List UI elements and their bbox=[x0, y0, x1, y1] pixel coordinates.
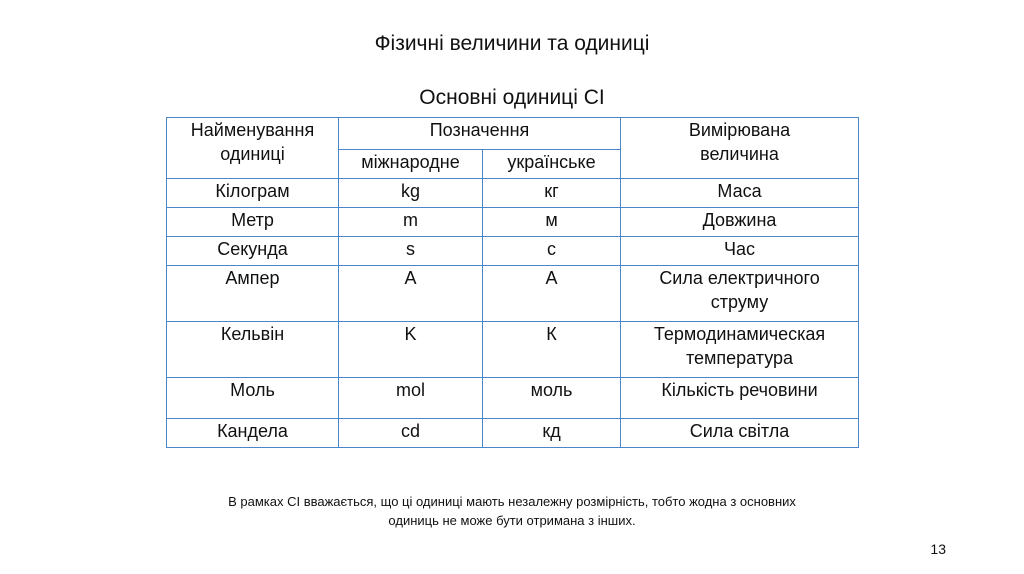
page-number: 13 bbox=[930, 541, 946, 557]
table-row bbox=[167, 378, 859, 419]
table-header-row bbox=[167, 118, 859, 150]
table-title: Основні одиниці СІ bbox=[419, 86, 605, 109]
quantity-cell bbox=[621, 322, 859, 378]
quantity-line1: Сила електричного bbox=[659, 268, 820, 288]
table-row bbox=[167, 266, 859, 322]
intl-symbol-cell: cd bbox=[339, 419, 483, 448]
quantity-line2: струму bbox=[710, 292, 769, 312]
footnote bbox=[150, 492, 874, 530]
table-row bbox=[167, 419, 859, 448]
intl-symbol-cell: A bbox=[339, 266, 483, 322]
quantity-cell bbox=[621, 378, 859, 419]
footnote-line1: В рамках СІ вважається, що ці одиниці мають незалежну розмірність, тобто жодна з основних bbox=[228, 494, 796, 509]
header-international: міжнародне bbox=[339, 150, 483, 179]
quantity-line1: Сила світла bbox=[689, 421, 790, 441]
ukr-symbol-cell: кд bbox=[483, 419, 621, 448]
header-designation: Позначення bbox=[339, 118, 621, 150]
header-measured-line2: величина bbox=[700, 144, 779, 164]
quantity-cell bbox=[621, 208, 859, 237]
ukr-symbol-cell: моль bbox=[483, 378, 621, 419]
intl-symbol-cell: m bbox=[339, 208, 483, 237]
ukr-symbol-cell: К bbox=[483, 322, 621, 378]
header-unit-name bbox=[167, 118, 339, 179]
slide-title: Фізичні величини та одиниці bbox=[374, 32, 650, 55]
ukr-symbol-cell: кг bbox=[483, 179, 621, 208]
si-units-table bbox=[166, 117, 859, 448]
header-unit-name-line2: одиниці bbox=[220, 144, 285, 164]
intl-symbol-cell: s bbox=[339, 237, 483, 266]
unit-name-cell: Ампер bbox=[167, 266, 339, 322]
header-measured-quantity bbox=[621, 118, 859, 179]
unit-name-cell: Кілограм bbox=[167, 179, 339, 208]
header-unit-name-line1: Найменування bbox=[190, 120, 315, 140]
table-row bbox=[167, 322, 859, 378]
unit-name-cell: Секунда bbox=[167, 237, 339, 266]
quantity-line2: температура bbox=[685, 348, 794, 368]
table-row bbox=[167, 237, 859, 266]
intl-symbol-cell: K bbox=[339, 322, 483, 378]
intl-symbol-cell: kg bbox=[339, 179, 483, 208]
unit-name-cell: Кандела bbox=[167, 419, 339, 448]
ukr-symbol-cell: с bbox=[483, 237, 621, 266]
quantity-line1: Кількість речовини bbox=[661, 380, 818, 400]
ukr-symbol-cell: м bbox=[483, 208, 621, 237]
header-measured-line1: Вимірювана bbox=[688, 120, 791, 140]
quantity-line1: Маса bbox=[717, 181, 762, 201]
quantity-cell bbox=[621, 266, 859, 322]
quantity-line1: Час bbox=[724, 239, 756, 259]
quantity-line1: Довжина bbox=[702, 210, 777, 230]
footnote-line2: одиниць не може бути отримана з інших. bbox=[388, 513, 636, 528]
ukr-symbol-cell: А bbox=[483, 266, 621, 322]
intl-symbol-cell: mol bbox=[339, 378, 483, 419]
unit-name-cell: Кельвін bbox=[167, 322, 339, 378]
unit-name-cell: Моль bbox=[167, 378, 339, 419]
header-ukrainian: українське bbox=[483, 150, 621, 179]
unit-name-cell: Метр bbox=[167, 208, 339, 237]
quantity-line1: Термодинамическая bbox=[653, 324, 826, 344]
quantity-cell bbox=[621, 237, 859, 266]
table-row bbox=[167, 208, 859, 237]
table-row bbox=[167, 179, 859, 208]
quantity-cell bbox=[621, 419, 859, 448]
quantity-cell bbox=[621, 179, 859, 208]
